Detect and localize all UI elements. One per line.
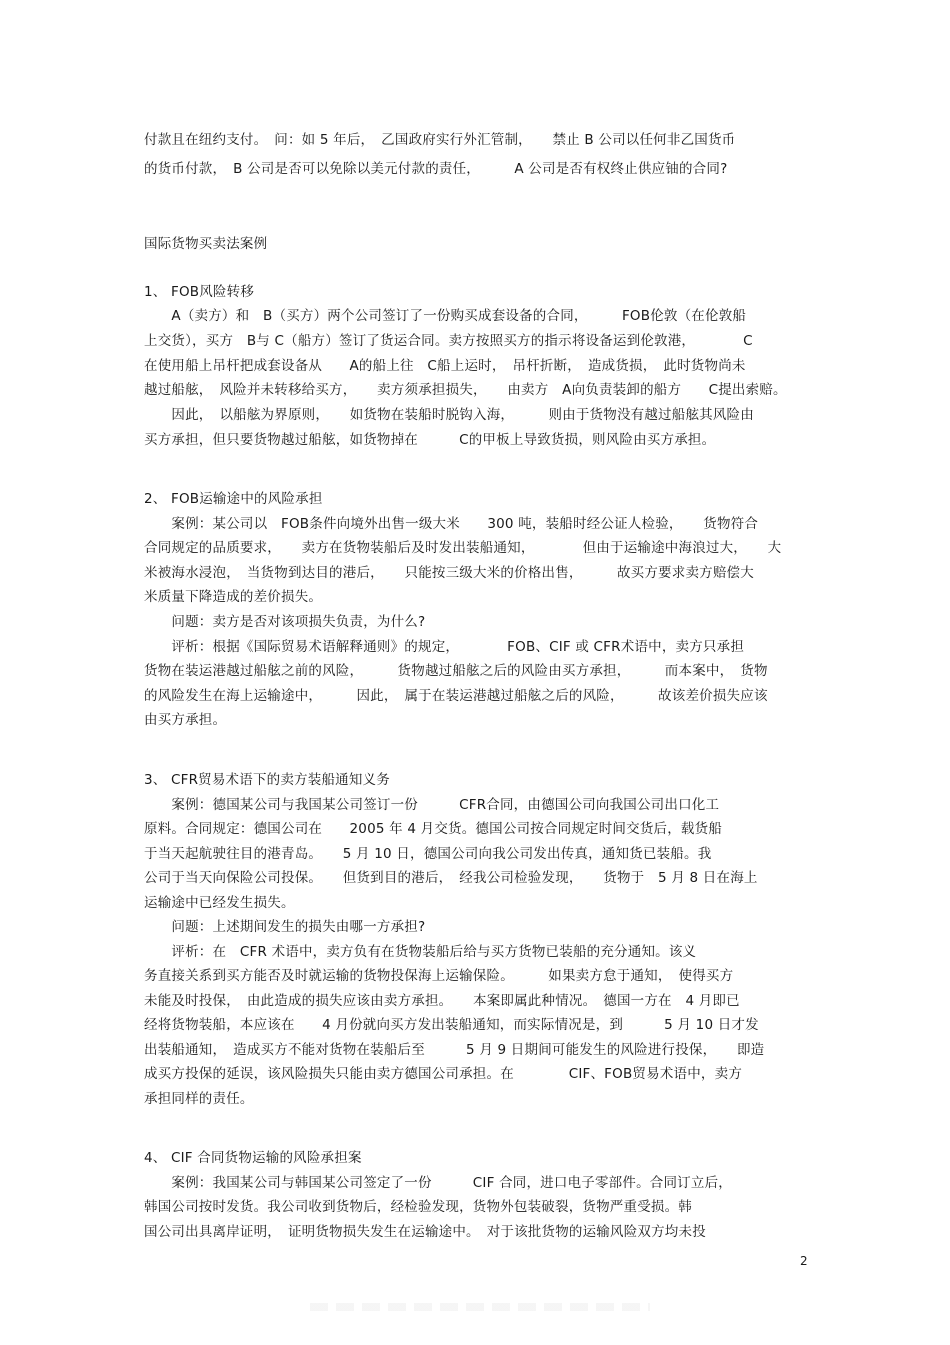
text-line: 越过船舷， 风险并未转移给买方， 卖方须承担损失， 由卖方 A向负责装卸的船方 C提出索赔。 — [144, 382, 787, 398]
text-line: 3、 CFR贸易术语下的卖方装船通知义务 — [144, 772, 390, 788]
text-line: 于当天起航驶往目的港青岛。 5 月 10 日，德国公司向我公司发出传真，通知货已装船。我 — [144, 846, 712, 862]
text-line: 务直接关系到买方能否及时就运输的货物投保海上运输保险。 如果卖方怠于通知， 使得买方 — [144, 968, 734, 984]
text-line: 公司于当天向保险公司投保。 但货到目的港后， 经我公司检验发现， 货物于 5 月 8 日在海上 — [144, 870, 758, 886]
text-line: 因此， 以船舷为界原则， 如货物在装船时脱钩入海， 则由于货物没有越过船舷其风险由 — [144, 407, 754, 423]
text-line: 4、 CIF 合同货物运输的风险承担案 — [144, 1150, 362, 1166]
text-line: 买方承担，但只要货物越过船舷，如货物掉在 C的甲板上导致货损，则风险由买方承担。 — [144, 432, 716, 448]
text-line: 案例：我国某公司与韩国某公司签定了一份 CIF 合同，进口电子零部件。合同订立后， — [144, 1175, 732, 1191]
text-line: 米质量下降造成的差价损失。 — [144, 589, 323, 605]
text-line: 评析：根据《国际贸易术语解释通则》的规定， FOB、CIF 或 CFR术语中，卖方只承担 — [144, 639, 745, 655]
text-line: 原料。合同规定：德国公司在 2005 年 4 月交货。德国公司按合同规定时间交货后，载货船 — [144, 821, 723, 837]
text-line: 国际货物买卖法案例 — [144, 236, 268, 252]
text-line: 合同规定的品质要求， 卖方在货物装船后及时发出装船通知， 但由于运输途中海浪过大， 大 — [144, 540, 782, 556]
text-line: 2、 FOB运输途中的风险承担 — [144, 491, 323, 507]
text-line: 韩国公司按时发货。我公司收到货物后，经检验发现，货物外包装破裂，货物严重受损。韩 — [144, 1199, 692, 1215]
text-line: 未能及时投保， 由此造成的损失应该由卖方承担。 本案即属此种情况。 德国一方在 4 月即已 — [144, 993, 740, 1009]
text-line: 米被海水浸泡， 当货物到达目的港后， 只能按三级大米的价格出售， 故买方要求卖方赔偿大 — [144, 565, 754, 581]
text-line: 出装船通知， 造成买方不能对货物在装船后至 5 月 9 日期间可能发生的风险进行投保， 即造 — [144, 1042, 765, 1058]
text-line: 由买方承担。 — [144, 712, 227, 728]
text-line: 的风险发生在海上运输途中， 因此， 属于在装运港越过船舷之后的风险， 故该差价损失应该 — [144, 688, 768, 704]
text-line: 上交货），买方 B与 C（船方）签订了货运合同。卖方按照买方的指示将设备运到伦敦港， C — [144, 333, 753, 349]
text-line: 的货币付款， B 公司是否可以免除以美元付款的责任， A 公司是否有权终止供应铀的合同? — [144, 161, 728, 177]
faint-footer-watermark — [310, 1303, 650, 1311]
text-line: 问题：上述期间发生的损失由哪一方承担? — [144, 919, 426, 935]
text-line: A（卖方）和 B（买方）两个公司签订了一份购买成套设备的合同， FOB伦敦（在伦敦船 — [144, 308, 747, 324]
text-line: 案例：德国某公司与我国某公司签订一份 CFR合同，由德国公司向我国公司出口化工 — [144, 797, 720, 813]
text-line: 付款且在纽约支付。 问：如 5 年后， 乙国政府实行外汇管制， 禁止 B 公司以任何非乙国货币 — [144, 132, 736, 148]
text-line: 成买方投保的延误，该风险损失只能由卖方德国公司承担。在 CIF、FOB贸易术语中，卖方 — [144, 1066, 743, 1082]
text-line: 评析：在 CFR 术语中，卖方负有在货物装船后给与买方货物已装船的充分通知。该义 — [144, 944, 697, 960]
text-line: 问题：卖方是否对该项损失负责，为什么? — [144, 614, 426, 630]
text-line: 案例：某公司以 FOB条件向境外出售一级大米 300 吨，装船时经公证人检验， 货物符合 — [144, 516, 759, 532]
text-line: 运输途中已经发生损失。 — [144, 895, 295, 911]
text-line: 货物在装运港越过船舷之前的风险， 货物越过船舷之后的风险由买方承担， 而本案中， 货物 — [144, 663, 768, 679]
page-number: 2 — [800, 1254, 808, 1268]
text-line: 经将货物装船，本应该在 4 月份就向买方发出装船通知，而实际情况是，到 5 月 10 日才发 — [144, 1017, 759, 1033]
text-line: 承担同样的责任。 — [144, 1091, 254, 1107]
text-line: 国公司出具离岸证明， 证明货物损失发生在运输途中。 对于该批货物的运输风险双方均未投 — [144, 1224, 706, 1240]
text-line: 1、 FOB风险转移 — [144, 284, 255, 300]
text-line: 在使用船上吊杆把成套设备从 A的船上往 C船上运时， 吊杆折断， 造成货损， 此时货物尚未 — [144, 358, 746, 374]
